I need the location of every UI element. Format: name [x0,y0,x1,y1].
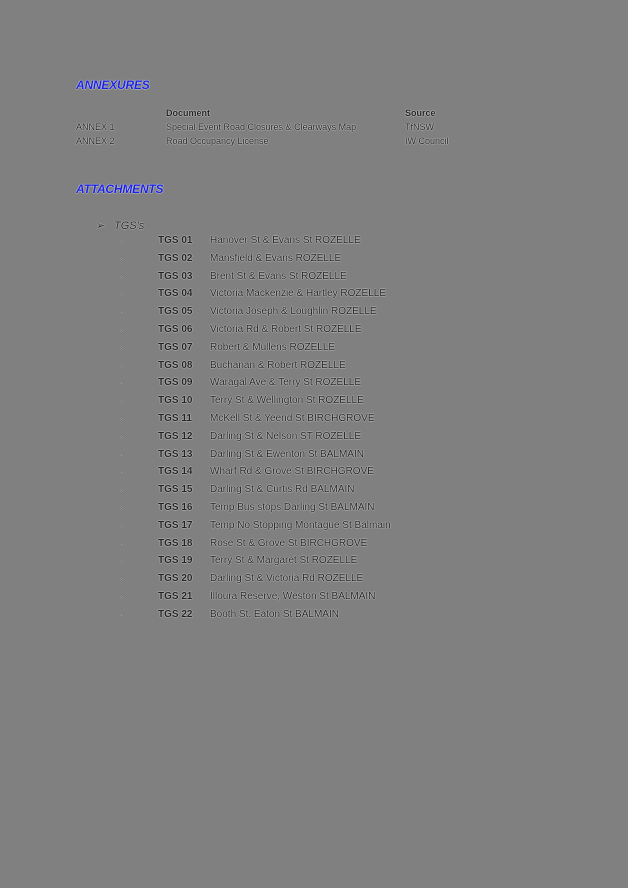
tgs-description: Darling St & Victoria Rd ROZELLE [210,573,364,585]
circle-bullet-icon: ◦ [120,468,123,478]
circle-bullet-icon: ◦ [120,343,123,353]
annex-label: ANNEX 1 [76,122,115,132]
tgs-code: TGS 07 [158,341,193,353]
circle-bullet-icon: ◦ [120,539,123,549]
tgs-code: TGS 22 [158,608,193,620]
circle-bullet-icon: ◦ [120,308,123,318]
annex-document: Special Event Road Closures & Clearways Map [166,122,357,132]
tgs-description: Darling St & Nelson ST ROZELLE [210,430,361,442]
circle-bullet-icon: ◦ [120,397,123,407]
circle-bullet-icon: ◦ [120,237,123,246]
tgs-code: TGS 02 [158,252,193,264]
tgs-code: TGS 09 [158,377,193,389]
tgs-description: Hanover St & Evans St ROZELLE [210,235,361,246]
circle-bullet-icon: ◦ [120,486,123,496]
circle-bullet-icon: ◦ [120,610,123,620]
circle-bullet-icon: ◦ [120,414,123,424]
tgs-group-label: TGS's [114,220,145,232]
tgs-code: TGS 21 [158,590,193,602]
circle-bullet-icon: ◦ [120,325,123,335]
circle-bullet-icon: ◦ [120,272,123,282]
tgs-description: Robert & Mullens ROZELLE [210,341,336,353]
tgs-code: TGS 18 [158,537,193,549]
tgs-description: McKell St & Yeend St BIRCHGROVE [210,412,375,424]
tgs-description: Temp Bus stops Darling St BALMAIN [210,501,375,513]
tgs-description: Mansfield & Evans ROZELLE [210,252,342,264]
tgs-code: TGS 15 [158,484,193,496]
tgs-description: Terry St & Wellington St ROZELLE [210,395,364,407]
tgs-code: TGS 17 [158,519,193,531]
annex-source: IW Council [405,136,449,146]
tgs-code: TGS 10 [158,395,193,407]
tgs-description: Buchanan & Robert ROZELLE [210,359,346,371]
tgs-code: TGS 03 [158,270,193,282]
tgs-code: TGS 01 [158,235,193,246]
header-document: Document [166,108,211,118]
tgs-code: TGS 04 [158,288,193,300]
tgs-description: Rose St & Grove St BIRCHGROVE [210,537,368,549]
tgs-description: Temp No Stopping Montague St Balmain [210,519,391,531]
tgs-code: TGS 06 [158,323,193,335]
tgs-description: Illoura Reserve, Weston St BALMAIN [210,590,376,602]
tgs-code: TGS 05 [158,306,193,318]
tgs-description: Waragal Ave & Terry St ROZELLE [210,377,361,389]
arrow-bullet-icon: ➢ [96,220,106,232]
circle-bullet-icon: ◦ [120,432,123,442]
tgs-description: Victoria Mackenzie & Hartley ROZELLE [210,288,386,300]
tgs-description: Victoria Joseph & Loughlin ROZELLE [210,306,377,318]
tgs-code: TGS 08 [158,359,193,371]
circle-bullet-icon: ◦ [120,557,123,567]
annex-document: Road Occupancy License [166,136,269,146]
circle-bullet-icon: ◦ [120,521,123,531]
annexures-heading: ANNEXURES [76,78,150,92]
tgs-description: Brent St & Evans St ROZELLE [210,270,347,282]
annexures-header-row [76,108,476,122]
header-source: Source [405,108,436,118]
tgs-code: TGS 16 [158,501,193,513]
tgs-code: TGS 20 [158,573,193,585]
circle-bullet-icon: ◦ [120,254,123,264]
attachments-heading: ATTACHMENTS [76,182,164,196]
tgs-description: Darling St & Ewenton St BALMAIN [210,448,364,460]
annexures-table [76,108,476,150]
annex-row [76,122,476,136]
tgs-description: Wharf Rd & Grove St BIRCHGROVE [210,466,374,478]
tgs-code: TGS 12 [158,430,193,442]
tgs-code: TGS 13 [158,448,193,460]
circle-bullet-icon: ◦ [120,450,123,460]
tgs-description: Darling St & Curtis Rd BALMAIN [210,484,355,496]
circle-bullet-icon: ◦ [120,575,123,585]
tgs-group-header [96,219,144,232]
annex-row [76,136,476,150]
tgs-description: Booth St, Eaton St BALMAIN [210,608,339,620]
circle-bullet-icon: ◦ [120,503,123,513]
circle-bullet-icon: ◦ [120,592,123,602]
tgs-description: Victoria Rd & Robert St ROZELLE [210,323,362,335]
circle-bullet-icon: ◦ [120,379,123,389]
circle-bullet-icon: ◦ [120,290,123,300]
circle-bullet-icon: ◦ [120,361,123,371]
annex-source: TfNSW [405,122,434,132]
tgs-code: TGS 11 [158,412,192,424]
annex-label: ANNEX 2 [76,136,115,146]
tgs-code: TGS 14 [158,466,193,478]
tgs-code: TGS 19 [158,555,193,567]
tgs-description: Terry St & Margaret St ROZELLE [210,555,358,567]
